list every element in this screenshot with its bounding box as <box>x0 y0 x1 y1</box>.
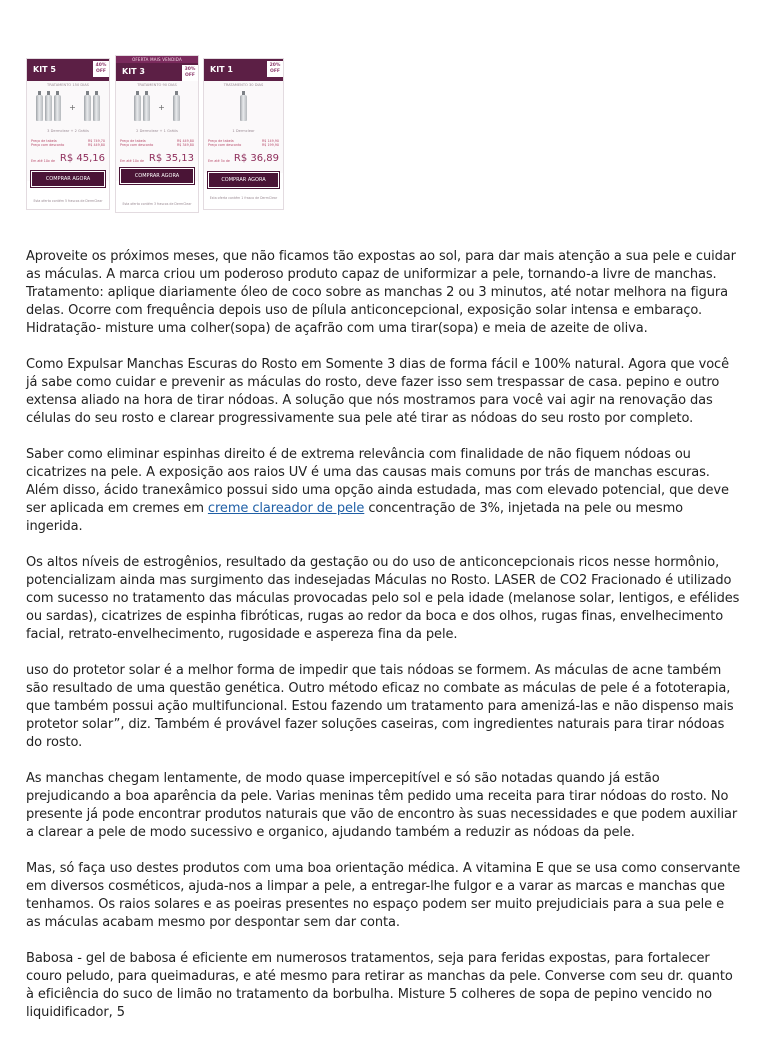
bottle-icon <box>93 95 100 121</box>
product-bottles <box>27 91 109 123</box>
discount-price-line <box>31 143 105 147</box>
installment-price <box>120 153 194 167</box>
product-bottles <box>204 91 283 123</box>
installment-price <box>31 153 105 167</box>
product-kits-banner <box>26 55 284 215</box>
table-price-value: R$ 749,70 <box>88 139 105 143</box>
installments-label: Em até 10x de <box>120 159 145 163</box>
paragraph: Babosa - gel de babosa é eficiente em numerosos tratamentos, seja para feridas expostas, para fortalecer couro peludo, para queimaduras, e até mesmo para retirar as manchas da pele. Converse com seu dr. quanto à eficiência do suco de limão no tratamento da borbulha. Misture 5 colheres de sopa de pepino vencido no liquidificador, 5 <box>26 951 733 1020</box>
creme-clareador-link[interactable]: creme clareador de pele <box>207 501 365 516</box>
installments-label: Em até 5x de <box>208 159 230 163</box>
bottle-icon <box>84 95 91 121</box>
product-bottles <box>116 91 198 123</box>
kit-card-5 <box>26 58 110 210</box>
paragraph: Os altos níveis de estrogênios, resultado da gestação ou do uso de anticoncepcionais ricos nesse hormônio, potencializam ainda mas surgimento das indesejadas Máculas no Rosto. LASER de CO2 Fracionado é utilizado com sucesso no tratamento das máculas provocadas pelo sol e pela idade (melanose solar, lentigos, e efélides ou sardas), cicatrizes de espinha fibróticas, rugas ao redor da boca e dos olhos, rugas finas, envelhecimento facial, retrato-envelhecimento, rugosidade e aspereza fina da pele. <box>26 555 740 642</box>
kit-subtitle: TRATAMENTO 150 DIAS <box>47 83 89 87</box>
bottle-icon <box>36 95 43 121</box>
discount-price-label: Preço com desconto <box>120 143 154 147</box>
paragraph <box>26 446 742 536</box>
kit-title <box>27 59 109 81</box>
article-body <box>26 248 742 1040</box>
bottle-icon <box>173 95 180 121</box>
best-seller-ribbon: OFERTA MAIS VENDIDA <box>116 56 198 63</box>
table-price-value: R$ 449,80 <box>177 139 194 143</box>
discount-price-value: R$ 349,80 <box>177 143 194 147</box>
installment-value: R$ 36,89 <box>233 153 279 164</box>
buy-now-button[interactable]: COMPRAR AGORA <box>120 168 194 184</box>
kit-subtitle: TRATAMENTO 90 DIAS <box>137 83 177 87</box>
kit-footer-note: Esta oferta contém 3 frascos de DermClear <box>122 202 192 206</box>
discount-badge: 30% OFF <box>182 65 198 81</box>
table-price-value: R$ 149,90 <box>262 139 279 143</box>
table-price-label: Preço de tabela <box>120 139 146 143</box>
kit-title <box>204 59 283 81</box>
kit-footer-note: Esta oferta contém 5 frascos de DermClear <box>33 199 103 203</box>
bottle-icon <box>240 95 247 121</box>
buy-now-button[interactable]: COMPRAR AGORA <box>31 171 105 187</box>
kit-title <box>116 63 198 81</box>
installments-label: Em até 10x de <box>31 159 56 163</box>
discount-price-value: R$ 449,80 <box>88 143 105 147</box>
kit-body <box>116 81 198 181</box>
paragraph: Aproveite os próximos meses, que não ficamos tão expostas ao sol, para dar mais atenção a sua pele e cuidar as máculas. A marca criou um poderoso produto capaz de uniformizar a pele, tornando-a livre de manchas. Tratamento: aplique diariamente óleo de coco sobre as manchas 2 ou 3 minutos, até notar melhora na figura delas. Ocorre com frequência depois uso de pílula anticoncepcional, exposição solar intensa e embaraço. Hidratação- misture uma colher(sopa) de açafrão com uma tirar(sopa) e meia de azeite de oliva. <box>26 249 736 336</box>
kit-card-1 <box>203 58 284 210</box>
kit-body <box>204 81 283 173</box>
kit-description: 3 Dermclear + 2 Grátis <box>47 129 89 133</box>
discount-price-line <box>208 143 279 147</box>
discount-badge: 20% OFF <box>267 61 283 77</box>
paragraph-text: Saber como eliminar espinhas direito é de extrema relevância com finalidade de não fiquem nódoas ou cicatrizes na pele. A exposição aos raios UV é uma das causas mais comuns por trás de manchas escuras. Além disso, ácido tranexâmico possui sido uma opção ainda estudada, mas com elevado potencial, que deve ser aplicada em cremes em <box>26 447 729 516</box>
kit-description: 1 Dermclear <box>232 129 255 133</box>
kit-footer-note: Esta oferta contém 1 frasco de DermClear <box>209 196 278 200</box>
bottle-icon <box>45 95 52 121</box>
installment-value: R$ 45,16 <box>59 153 105 164</box>
paragraph: As manchas chegam lentamente, de modo quase impercepitível e só são notadas quando já estão prejudicando a boa aparência da pele. Varias meninas têm pedido uma receita para tirar nódoas do rosto. No presente já pode encontrar produtos naturais que vão de encontro às suas necessidades e que podem auxiliar a clarear a pele de modo sucessivo e organico, ajudando também a reduzir as nódoas da pele. <box>26 771 738 840</box>
bottle-icon <box>134 95 141 121</box>
bottle-icon <box>54 95 61 121</box>
discount-badge: 40% OFF <box>93 61 109 77</box>
paragraph-text: concentração de 3%, injetada na pele ou mesmo ingerida. <box>26 501 684 534</box>
installment-value: R$ 35,13 <box>148 153 194 164</box>
kit-title-text: KIT 5 <box>33 65 56 74</box>
kit-title-text: KIT 1 <box>210 65 233 74</box>
installment-price <box>208 153 279 167</box>
discount-price-label: Preço com desconto <box>31 143 65 147</box>
discount-price-line <box>120 143 194 147</box>
table-price-label: Preço de tabela <box>31 139 57 143</box>
kit-body <box>27 81 109 181</box>
kit-title-text: KIT 3 <box>122 67 145 76</box>
paragraph: Como Expulsar Manchas Escuras do Rosto em Somente 3 dias de forma fácil e 100% natural. Agora que você já sabe como cuidar e prevenir as máculas do rosto, deve fazer isso sem trespassar de casa. pepino e outro extensa aliado na hora de tirar nódoas. A solução que nós mostramos para você vai agir na renovação das células do seu rosto e clarear progressivamente sua pele até tirar as nódoas do seu rosto por completo. <box>26 357 729 426</box>
kit-card-3 <box>115 55 199 213</box>
plus-icon: + <box>69 103 76 112</box>
kit-subtitle: TRATAMENTO 30 DIAS <box>223 83 264 87</box>
buy-now-button[interactable]: COMPRAR AGORA <box>208 172 279 188</box>
kit-description: 2 Dermclear + 1 Grátis <box>136 129 178 133</box>
discount-price-value: R$ 199,90 <box>262 143 279 147</box>
bottle-icon <box>143 95 150 121</box>
paragraph: Mas, só faça uso destes produtos com uma boa orientação médica. A vitamina E que se usa como conservante em diversos cosméticos, ajuda-nos a limpar a pele, a entregar-lhe fulgor e a varar as marcas e manchas que tenhamos. Os raios solares e as poeiras presentes no espaço podem ser muito prejudiciais para a sua pele e as máculas acabam mesmo por despontar sem dar conta. <box>26 861 741 930</box>
plus-icon: + <box>158 103 165 112</box>
table-price-label: Preço de tabela <box>208 139 234 143</box>
paragraph: uso do protetor solar é a melhor forma de impedir que tais nódoas se formem. As máculas de acne também são resultado de uma questão genética. Outro método eficaz no combate as máculas de pele é a fototerapia, que também possui ação multifuncional. Estou fazendo um tratamento para amenizá-las e não dispenso mais protetor solar”, diz. Também é provável fazer soluções caseiras, com ingredientes naturais para tirar nódoas do rosto. <box>26 663 734 750</box>
discount-price-label: Preço com desconto <box>208 143 242 147</box>
